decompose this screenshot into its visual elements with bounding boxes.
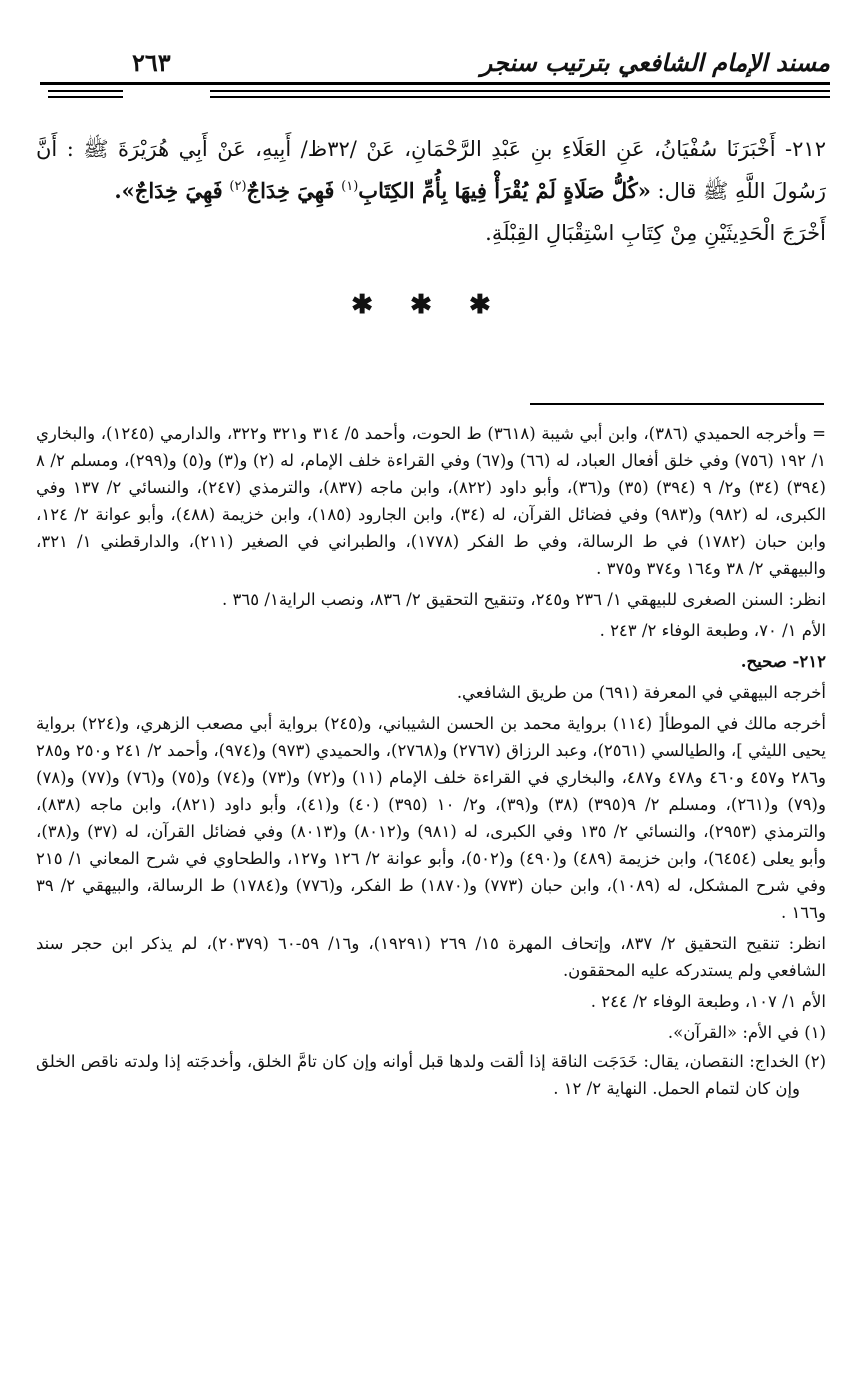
closing-line: أَخْرَجَ الْحَدِيثَيْنِ مِنْ كِتَابِ اسْتِقْبَالِ القِبْلَةِ. (485, 221, 826, 245)
takhrij-212: أخرجه مالك في الموطأ[ (١١٤) برواية محمد بن الحسن الشيباني، و(٢٤٥) برواية أبي مصعب الزهري، و(٢٢٤) برواية يحيى الليثي ]، والطيالسي (٢٥٦١)، وعبد الرزاق (٢٧٦٧) و(٢٧٦٨)، والحميدي (٩٧٣) و(٩٧٤)، وأحمد ٢/ ٢٤١ و٢٥٠ و٢٨٥ و٢٨٦ و٤٥٧ و٤٦٠ و٤٧٨ و٤٨٧، والبخاري في القراءة خلف الإمام (١١) و(٧٢) و(٧٣) و(٧٤) و(٧٥) و(٧٦) و(٧٧) و(٧٨) و(٧٩) و(٢٦١)، ومسلم ٢/ ٩(٣٩٥) (٣٨) و(٣٩)، و٢/ ١٠ (٣٩٥) (٤٠) و(٤١)، وأبو داود (٨٢١)، وابن ماجه (٨٣٨)، والترمذي (٢٩٥٣)، والنسائي ٢/ ١٣٥ وفي الكبرى، له (٩٨١) و(٨٠١٢) و(٨٠١٣) وفي فضائل القرآن، له (٣٧) و(٣٨)، وأبو يعلى (٦٤٥٤)، وابن خزيمة (٤٨٩) و(٤٩٠) و(٥٠٢)، وأبو عوانة ٢/ ١٢٦ و١٢٧، والطحاوي في شرح المعاني ١/ ٢١٥ وفي شرح المشكل، له (١٠٨٩)، وابن حبان (٧٧٣) و(١٨٧٠) ط الفكر، و(٧٧٦) و(١٧٨٤) ط الرسالة، والبيهقي ٢/ ٣٩ و١٦٦ . (36, 714, 827, 922)
hadith-text (36, 128, 826, 254)
section-divider-stars: ✱ ✱ ✱ (351, 290, 505, 320)
takhrij-previous: = وأخرجه الحميدي (٣٨٦)، وابن أبي شيبة (٣٦١٨) ط الحوت، وأحمد ٥/ ٣١٤ و٣٢١ و٣٢٢، والدارمي (١٢٤٥)، والبخاري ١/ ١٩٢ (٧٥٦) وفي خلق أفعال العباد، له (٦٦) و(٦٧) وفي القراءة خلف الإمام، له (٢) و(٣) و(٥) و(٢٩٩)، ومسلم ٢/ ٨ (٣٩٤) (٣٤) و٢/ ٩ (٣٩٤) (٣٥) و(٣٦)، وأبو داود (٨٢٢)، وابن ماجه (٨٣٧)، والترمذي (٢٤٧)، والنسائي ٢/ ١٣٧ وفي الكبرى، له (٩٨٢) و(٩٨٣) وفي فضائل القرآن، له (٣٤)، وابن الجارود (١٨٥)، وابن خزيمة (٤٨٨)، وأبو عوانة ٢/ ١٢٤، وابن حبان (١٧٨٢) في ط الرسالة، وفي ط الفكر (١٧٧٨)، والطبراني في الصغير (٢١١)، والدارقطني ١/ ٣٢١، والبيهقي ٢/ ٣٨ و١٦٤ و٣٧٤ و٣٧٥ . (36, 424, 827, 578)
see-also-previous: انظر: السنن الصغرى للبيهقي ١/ ٢٣٦ و٢٤٥، وتنقيح التحقيق ٢/ ٨٣٦، ونصب الراية١/ ٣٦٥ . (222, 590, 826, 609)
header-rule-right-top (210, 90, 830, 92)
footnote-1: (١) في الأم: «القرآن». (667, 1023, 826, 1042)
see-also-212: انظر: تنقيح التحقيق ٢/ ٨٣٧، وإتحاف المهرة ١٥/ ٢٦٩ (١٩٢٩١)، و١٦/ ٥٩-٦٠ (٢٠٣٧٩)، لم يذكر ابن حجر سند الشافعي ولم يستدركه عليه المحققون. (36, 934, 826, 980)
page-header (40, 48, 830, 108)
header-rule-left-bottom (48, 96, 123, 98)
hadith-matn-1: «كُلُّ صَلَاةٍ لَمْ يُقْرَأْ فِيهَا بِأُمِّ الكِتَابِ (358, 178, 651, 203)
umm-ref-212: الأم ١/ ١٠٧، وطبعة الوفاء ٢/ ٢٤٤ . (590, 992, 826, 1011)
hadith-212 (36, 128, 826, 212)
hadith-isnad: ٢١٢- أَخْبَرَنَا سُفْيَانُ، عَنِ العَلَاءِ بنِ عَبْدِ الرَّحْمَانِ، عَنْ /٣٢ظ/ أَبِيهِ، عَنْ أَبِي هُرَيْرَةَ ﷺ : أَنَّ رَسُولَ اللَّهِ ﷺ قال: (36, 137, 826, 203)
header-rule-right-bottom (210, 96, 830, 98)
footnote-marker-2: (٢) (229, 179, 247, 194)
footnotes-area (36, 420, 826, 1104)
footnote-marker-1: (١) (341, 179, 359, 194)
header-rule-thick (40, 82, 830, 85)
footnotes-list (36, 1019, 826, 1102)
hadith-matn-2: فَهِيَ خِدَاجٌ (246, 178, 335, 203)
grade-212: ٢١٢- صحيح. (740, 652, 826, 671)
book-title: مسند الإمام الشافعي بترتيب سنجر (480, 48, 830, 77)
header-rule-left-top (48, 90, 123, 92)
page-number: ٢٦٣ (132, 48, 171, 77)
hadith-matn-3: فَهِيَ خِدَاجٌ». (114, 178, 223, 203)
bayhaqi-212: أخرجه البيهقي في المعرفة (٦٩١) من طريق الشافعي. (456, 683, 826, 702)
footnote-2: (٢) الخداج: النقصان، يقال: خَدَجَت الناقة إذا ألقت ولدها قبل أوانه وإن كان تامَّ الخلق، وأخدجَته إذا ولدته ناقص الخلق وإن كان لتمام الحمل. النهاية ٢/ ١٢ . (36, 1052, 826, 1098)
footnote-separator (530, 403, 824, 405)
umm-ref-previous: الأم ١/ ٧٠، وطبعة الوفاء ٢/ ٢٤٣ . (599, 621, 826, 640)
